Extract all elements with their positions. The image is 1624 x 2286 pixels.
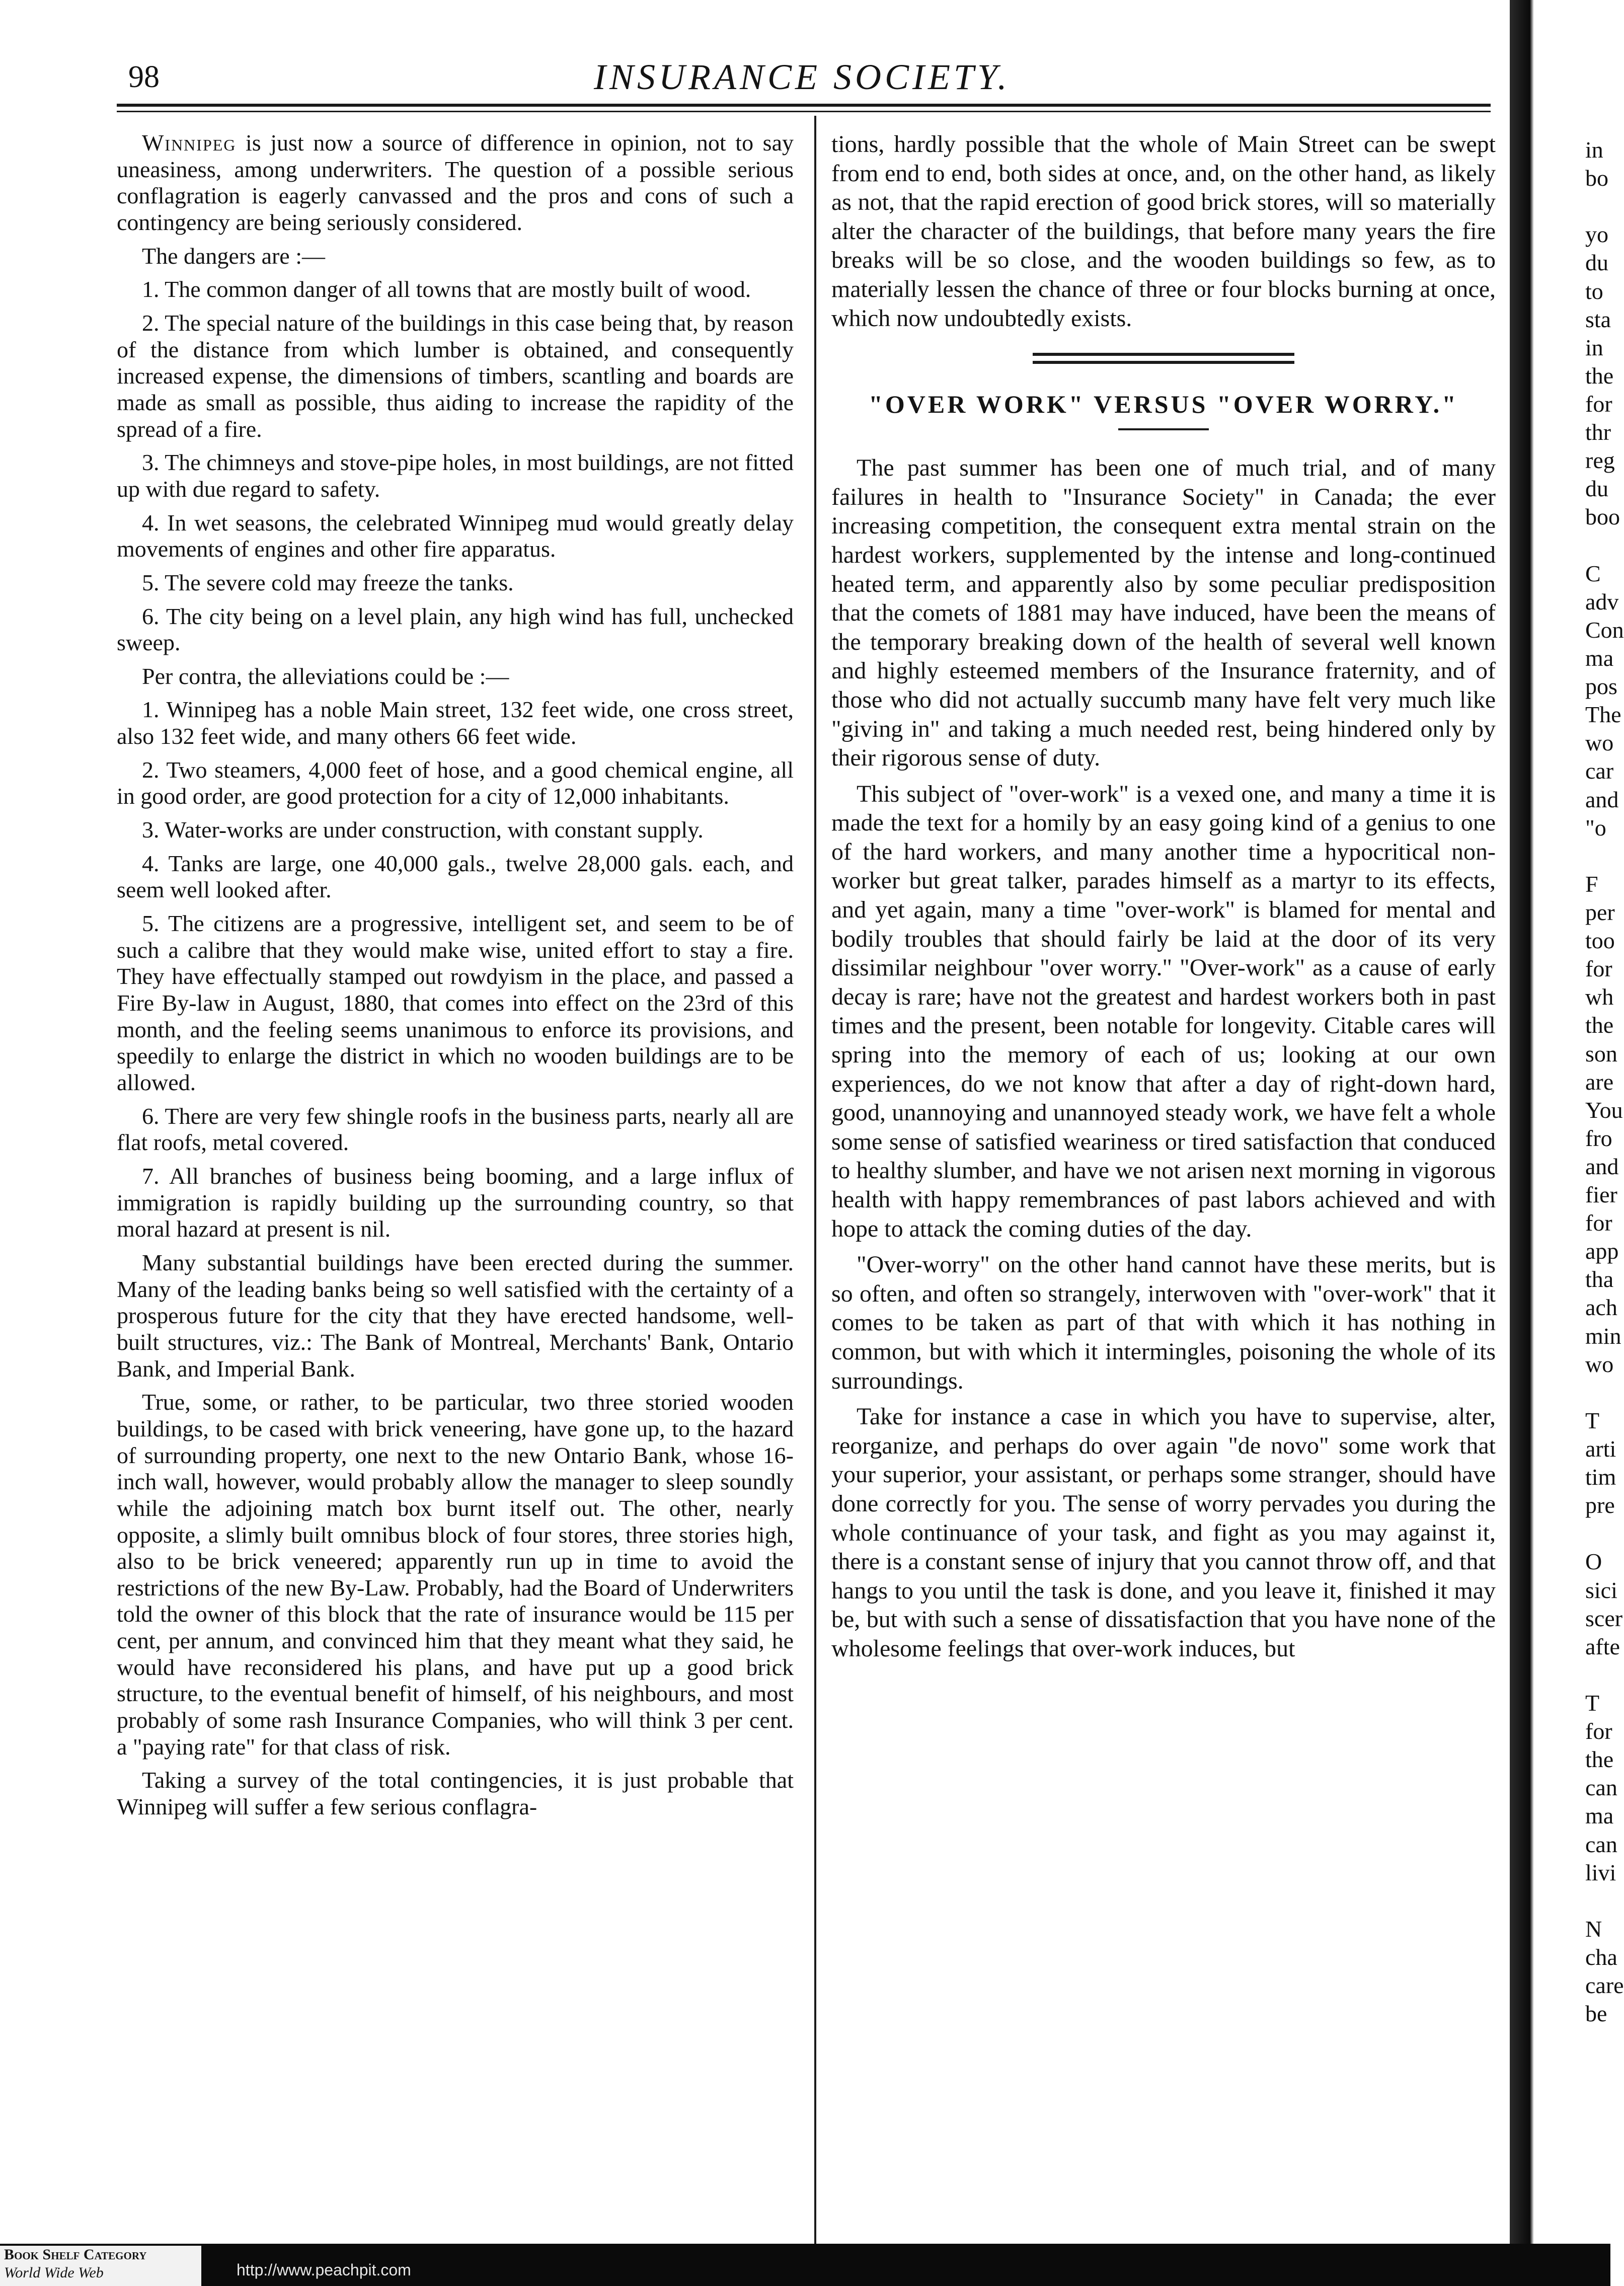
left-paragraph: 6. The city being on a level plain, any high wind has full, unchecked sweep. [117,603,794,656]
title-rule [1118,428,1209,430]
left-paragraph: Many substantial buildings have been erected during the summer. Many of the leading banks being so well satisfied with the certainty of a prosperous future for the city that they have erected handsome, well-built structures, viz.: The Bank of Montreal, Merchants' Bank, Ontario Bank, and Imperial Bank. [117,1249,794,1382]
left-paragraph: The dangers are :— [142,243,326,269]
facing-fragment [1585,1379,1624,1407]
left-paragraph: 6. There are very few shingle roofs in the business parts, nearly all are flat roofs, metal covered. [117,1103,794,1156]
facing-fragment: afte [1585,1633,1620,1659]
facing-fragment [1585,842,1624,870]
facing-fragment: too [1585,928,1615,954]
facing-fragment [1585,1887,1624,1915]
facing-fragment: pre [1585,1492,1615,1518]
facing-fragment: ach [1585,1294,1617,1321]
lead-word: Winnipeg [142,130,237,156]
facing-fragment: F [1585,871,1598,897]
article-paragraph: This subject of "over-work" is a vexed one, and many a time it is made the text for a homily by an easy going kind of a genius to one of the hard workers, and many another time a hypocritical non-worker but great talker, parades himself as a martyr to its effects, and yet again, many a time "over-work" is blamed for mental and bodily troubles that should fairly be laid at the door of its very dissimilar neighbour "over worry." "Over-work" as a cause of early decay is rare; have not the greatest and hardest workers both in past times and the present, been notable for longevity. Citable cares will spring into the memory of each of us; looking at our own experiences, do we not know that after a day of right-down hard, good, unannoying and unannoyed steady work, we have felt a whole some sense of satisfied weariness or tired satisfaction that conduced to healthy slumber, and have we not arisen next morning in vigorous health with happy remembrances of past labors achieved and with hope to attack the coming duties of the day. [831,780,1496,1242]
facing-fragment [1585,1661,1624,1689]
facing-fragment: wh [1585,984,1614,1010]
article-paragraph: The past summer has been one of much trial, and of many failures in health to "Insurance Society" in Canada; the ever increasing competition, the consequent extra mental strain on the hardest workers, supplemented by the intense and long-continued heated term, and apparently also by some peculiar predisposition that the comets of 1881 may have induced, have been the means of the temporary breaking down of the health of several well known and highly esteemed members of the Insurance fraternity, and of those who did not actually succumb many have felt very much like "giving in" and taking a much needed rest, being hindered only by their rigorous sense of duty. [831,454,1496,772]
left-paragraph: 4. In wet seasons, the celebrated Winnipeg mud would greatly delay movements of engines and other fire apparatus. [117,509,794,562]
facing-fragment: scer [1585,1605,1623,1631]
left-paragraph: 1. Winnipeg has a noble Main street, 132 feet wide, one cross street, also 132 feet wide, and many others 66 feet wide. [117,697,794,749]
article-paragraph: "Over-worry" on the other hand cannot have these merits, but is so often, and often so strangely, interwoven with "over-work" that it comes to be taken as part of that with which it has nothing in common, but with which it intermingles, poisoning the whole of its surroundings. [831,1251,1496,1394]
left-paragraph: Per contra, the alleviations could be :— [142,663,509,689]
article-body [831,453,1496,1663]
facing-fragment: are [1585,1069,1614,1095]
section-divider [1033,353,1294,364]
facing-fragment: care [1585,1972,1624,1999]
page-number: 98 [128,60,160,94]
article-title: "OVER WORK" VERSUS "OVER WORRY." [869,390,1458,419]
left-paragraph: 2. Two steamers, 4,000 feet of hose, and a good chemical engine, all in good order, are good protection for a city of 12,000 inhabitants. [117,756,794,809]
left-paragraph: 5. The citizens are a progressive, intelligent set, and seem to be of such a calibre that they would make wise, united effort to stay a fire. They have effectually stamped out rowdyism in the place, and passed a Fire By-law in August, 1880, that comes into effect on the 23rd of this month, and the feeling seems unanimous to enforce its provisions, and speedily to enlarge the district in which no wooden buildings are to be allowed. [117,910,794,1095]
facing-fragment: app [1585,1238,1619,1264]
left-paragraph: 4. Tanks are large, one 40,000 gals., twelve 28,000 gals. each, and seem well looked after. [117,850,794,903]
left-column [117,130,794,1827]
facing-fragment: and [1585,1153,1619,1179]
facing-fragment: tim [1585,1464,1616,1490]
facing-fragment: du [1585,250,1608,276]
facing-fragment: for [1585,391,1612,417]
facing-fragment: ma [1585,645,1614,671]
facing-page-fragments [1585,136,1624,2028]
left-paragraph: Winnipeg is just now a source of difference in opinion, not to say uneasiness, among underwriters. The question of a possible serious conflagration is eagerly canvassed and the pros and cons of such a contingency are being seriously considered. [117,130,794,235]
facing-fragment: son [1585,1040,1617,1066]
facing-fragment: wo [1585,1351,1614,1377]
footer-category-sub: World Wide Web [4,2264,104,2281]
facing-fragment: fro [1585,1125,1612,1151]
left-paragraph: 2. The special nature of the buildings in this case being that, by reason of the distance from which lumber is obtained, and consequently increased expense, the dimensions of timbers, scantling and boards are made as small as possible, thus aiding to increase the rapidity of the spread of a fire. [117,310,794,442]
facing-fragment: O [1585,1549,1602,1575]
facing-fragment: bo [1585,165,1608,191]
footer-category: Book Shelf Category [4,2246,147,2263]
left-paragraph: 1. The common danger of all towns that are mostly built of wood. [142,276,751,302]
facing-fragment: livi [1585,1859,1616,1885]
facing-fragment: du [1585,476,1608,502]
footer-url: http://www.peachpit.com [237,2261,411,2279]
facing-fragment: can [1585,1831,1617,1857]
facing-fragment: to [1585,278,1603,304]
facing-fragment: car [1585,758,1614,784]
facing-fragment: Con [1585,617,1624,643]
facing-fragment: T [1585,1690,1600,1716]
facing-fragment [1585,192,1624,220]
facing-fragment: the [1585,1746,1614,1773]
facing-fragment: for [1585,1210,1612,1236]
running-head-title: INSURANCE SOCIETY. [594,57,1011,97]
facing-fragment: boo [1585,504,1620,530]
facing-fragment: N [1585,1916,1602,1942]
facing-fragment: sici [1585,1577,1617,1603]
facing-fragment: for [1585,956,1612,982]
facing-fragment: and [1585,786,1619,812]
left-paragraph: True, some, or rather, to be particular, two three storied wooden buildings, to be cased with brick veneering, have gone up, to the hazard of surrounding property, one next to the new Ontario Bank, whose 16-inch wall, however, would probably allow the manager to sleep soundly while the adjoining match box burnt itself out. The other, nearly opposite, a slimly built omnibus block of four stores, three stories high, also to be brick veneered; apparently run up in time to avoid the restrictions of the new By-Law. Probably, had the Board of Underwriters told the owner of this block that the rate of insurance would be 115 per cent, per annum, and convinced him that they meant what they said, he would have reconsidered his plans, and have put up a good brick structure, to the eventual benefit of himself, of his neighbours, and most probably of some rash Insurance Companies, who will think 3 per cent. a "paying rate" for that class of risk. [117,1389,794,1760]
facing-fragment: the [1585,362,1614,389]
left-paragraph: 7. All branches of business being booming, and a large influx of immigration is rapidly building up the surrounding country, so that moral hazard at present is nil. [117,1163,794,1242]
facing-fragment: arti [1585,1436,1616,1462]
facing-fragment: cha [1585,1944,1617,1970]
column-divider [814,116,816,2260]
header-rule-thin [117,111,1491,112]
facing-fragment: The [1585,702,1621,728]
right-column [831,130,1496,1670]
facing-fragment: thr [1585,419,1611,445]
left-paragraph: 3. Water-works are under construction, with constant supply. [142,817,704,843]
facing-fragment: T [1585,1407,1600,1433]
facing-fragment: reg [1585,447,1615,474]
facing-fragment: min [1585,1323,1621,1349]
facing-fragment: adv [1585,588,1619,615]
facing-fragment: pos [1585,673,1617,700]
left-paragraph: 5. The severe cold may freeze the tanks. [142,569,514,595]
facing-fragment [1585,531,1624,560]
facing-fragment: "o [1585,814,1606,841]
facing-fragment: per [1585,899,1615,925]
article-paragraph: Take for instance a case in which you have to supervise, alter, reorganize, and perhaps do over again "de novo" some work that your superior, your assistant, or perhaps some stranger, should have done correctly for you. The sense of worry pervades you during the whole continuance of your task, and fight as you may against it, there is a constant sense of injury that you cannot throw off, and that hangs to you until the task is done, and you leave it, finished it may be, but with such a sense of dissatisfaction that you have none of the wholesome feelings that over-work induces, but [831,1403,1496,1662]
facing-fragment: yo [1585,221,1608,248]
facing-fragment: ma [1585,1803,1614,1829]
facing-fragment: C [1585,560,1601,586]
facing-fragment: be [1585,2001,1607,2027]
facing-fragment: You [1585,1097,1623,1123]
facing-fragment: the [1585,1012,1614,1038]
facing-fragment [1585,1519,1624,1548]
header-rule [117,104,1491,107]
facing-fragment: sta [1585,306,1611,332]
facing-fragment: in [1585,334,1603,360]
facing-fragment: for [1585,1718,1612,1744]
facing-fragment: tha [1585,1266,1614,1292]
facing-fragment: wo [1585,730,1614,756]
footer-category-label [0,2246,201,2286]
left-paragraph: 3. The chimneys and stove-pipe holes, in most buildings, are not fitted up with due regard to safety. [117,449,794,502]
facing-fragment: can [1585,1775,1617,1801]
left-paragraph: Taking a survey of the total contingencies, it is just probable that Winnipeg will suffer a few serious conflagra- [117,1767,794,1820]
facing-fragment: in [1585,137,1603,163]
continuation-paragraph: tions, hardly possible that the whole of Main Street can be swept from end to end, both sides at once, and, on the other hand, as likely as not, that the rapid erection of good brick stores, will so materially alter the character of the buildings, that before many years the fire breaks will be so close, and the wooden buildings so few, as to materially lessen the chance of three or four blocks burning at once, which now undoubtedly exists. [831,131,1496,332]
facing-fragment: fier [1585,1182,1617,1208]
